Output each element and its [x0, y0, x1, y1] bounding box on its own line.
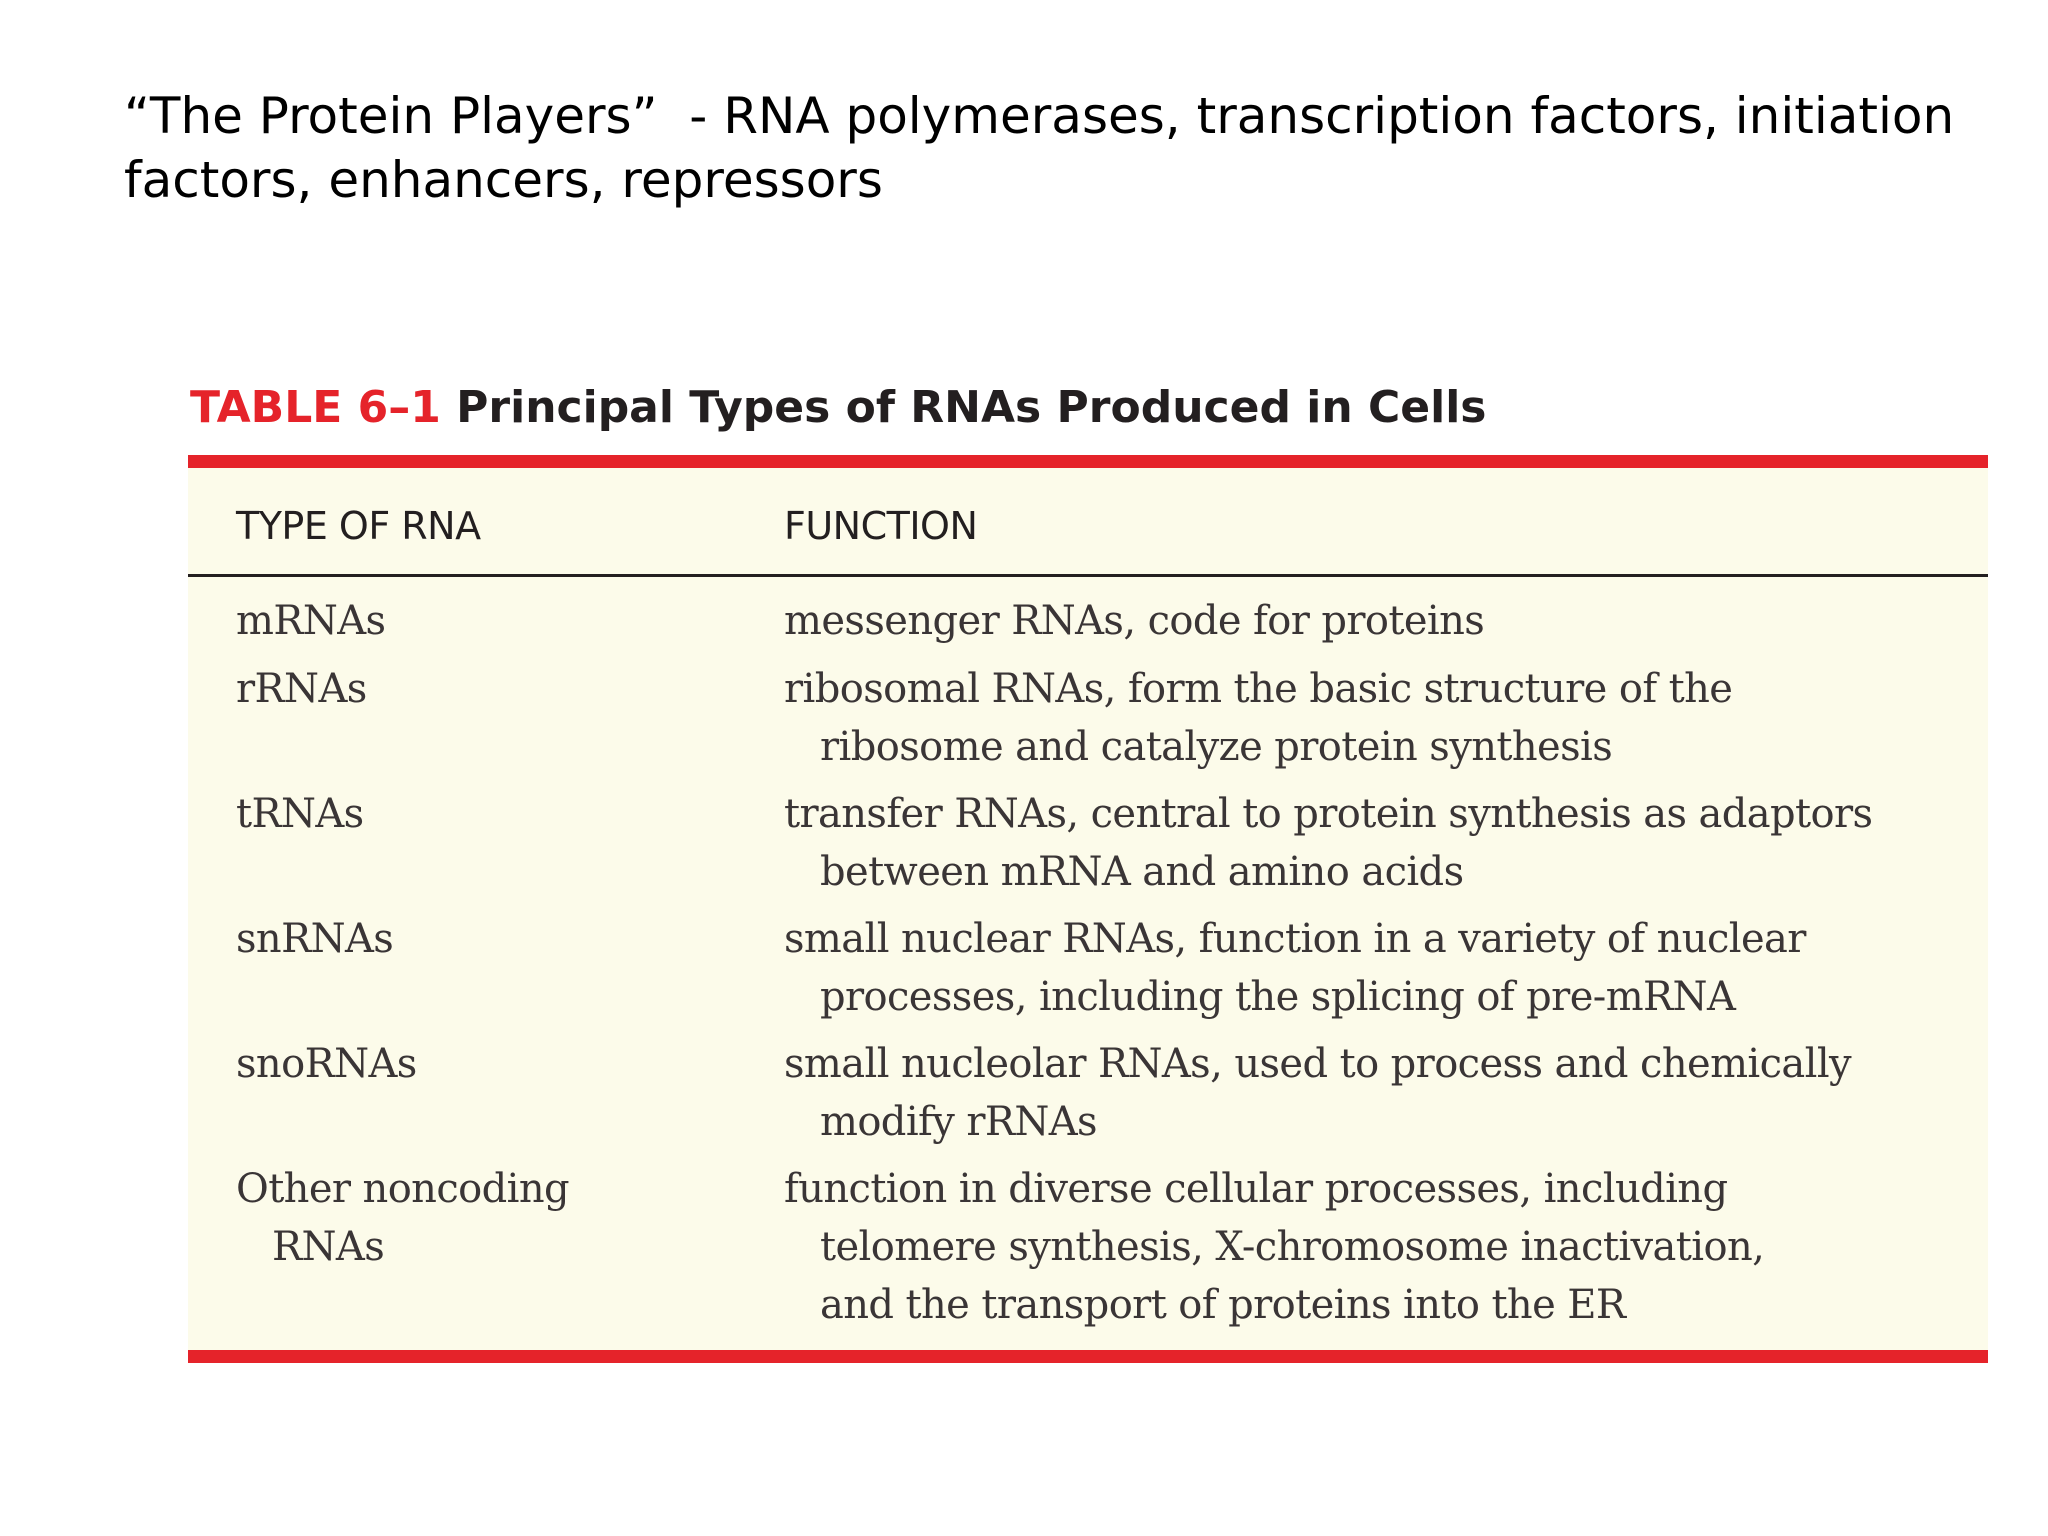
- table-row-function: [784, 592, 1974, 650]
- cell-line: processes, including the splicing of pre-mRNA: [820, 974, 1736, 1020]
- cell-line: function in diverse cellular processes, including: [784, 1166, 1728, 1212]
- table-row-type: [236, 592, 756, 650]
- cell-line: snRNAs: [236, 916, 394, 962]
- table-title: [190, 378, 1487, 438]
- column-header-function: FUNCTION: [784, 504, 978, 548]
- cell-line: rRNAs: [236, 666, 367, 712]
- table-row-function: [784, 1035, 1974, 1151]
- table-row-type: [236, 1035, 756, 1093]
- column-header-type: TYPE OF RNA: [236, 504, 481, 548]
- cell-line: Other noncoding: [236, 1166, 569, 1212]
- cell-line: ribosomal RNAs, form the basic structure of the: [784, 666, 1733, 712]
- table-row-function: [784, 660, 1974, 776]
- cell-line: between mRNA and amino acids: [820, 849, 1464, 895]
- table-row-type: [236, 1160, 756, 1276]
- cell-line: small nucleolar RNAs, used to process and chemically: [784, 1041, 1852, 1087]
- cell-line: small nuclear RNAs, function in a variety of nuclear: [784, 916, 1806, 962]
- header-divider: [188, 574, 1988, 577]
- cell-line: ribosome and catalyze protein synthesis: [820, 724, 1613, 770]
- table-bottom-rule: [188, 1350, 1988, 1363]
- table-label: TABLE 6–1: [190, 382, 441, 433]
- cell-line: snoRNAs: [236, 1041, 417, 1087]
- table-name: Principal Types of RNAs Produced in Cells: [456, 382, 1487, 433]
- heading-rest: - RNA polymerases, transcription factors, initiation factors, enhancers, repressors: [124, 87, 1971, 209]
- table-row-type: [236, 910, 756, 968]
- cell-line: mRNAs: [236, 598, 386, 644]
- table-row-type: [236, 660, 756, 718]
- table-row-function: [784, 1160, 1974, 1334]
- cell-line: telomere synthesis, X-chromosome inactivation,: [820, 1224, 1765, 1270]
- cell-line: messenger RNAs, code for proteins: [784, 598, 1485, 644]
- cell-line: tRNAs: [236, 791, 364, 837]
- table-top-rule: [188, 455, 1988, 468]
- table-row-type: [236, 785, 756, 843]
- cell-line: transfer RNAs, central to protein synthesis as adaptors: [784, 791, 1873, 837]
- slide-heading: [124, 84, 2004, 212]
- table-row-function: [784, 910, 1974, 1026]
- cell-line: RNAs: [272, 1224, 385, 1270]
- cell-line: modify rRNAs: [820, 1099, 1097, 1145]
- table-row-function: [784, 785, 1974, 901]
- cell-line: and the transport of proteins into the ER: [820, 1282, 1626, 1328]
- heading-quoted: “The Protein Players”: [124, 87, 658, 145]
